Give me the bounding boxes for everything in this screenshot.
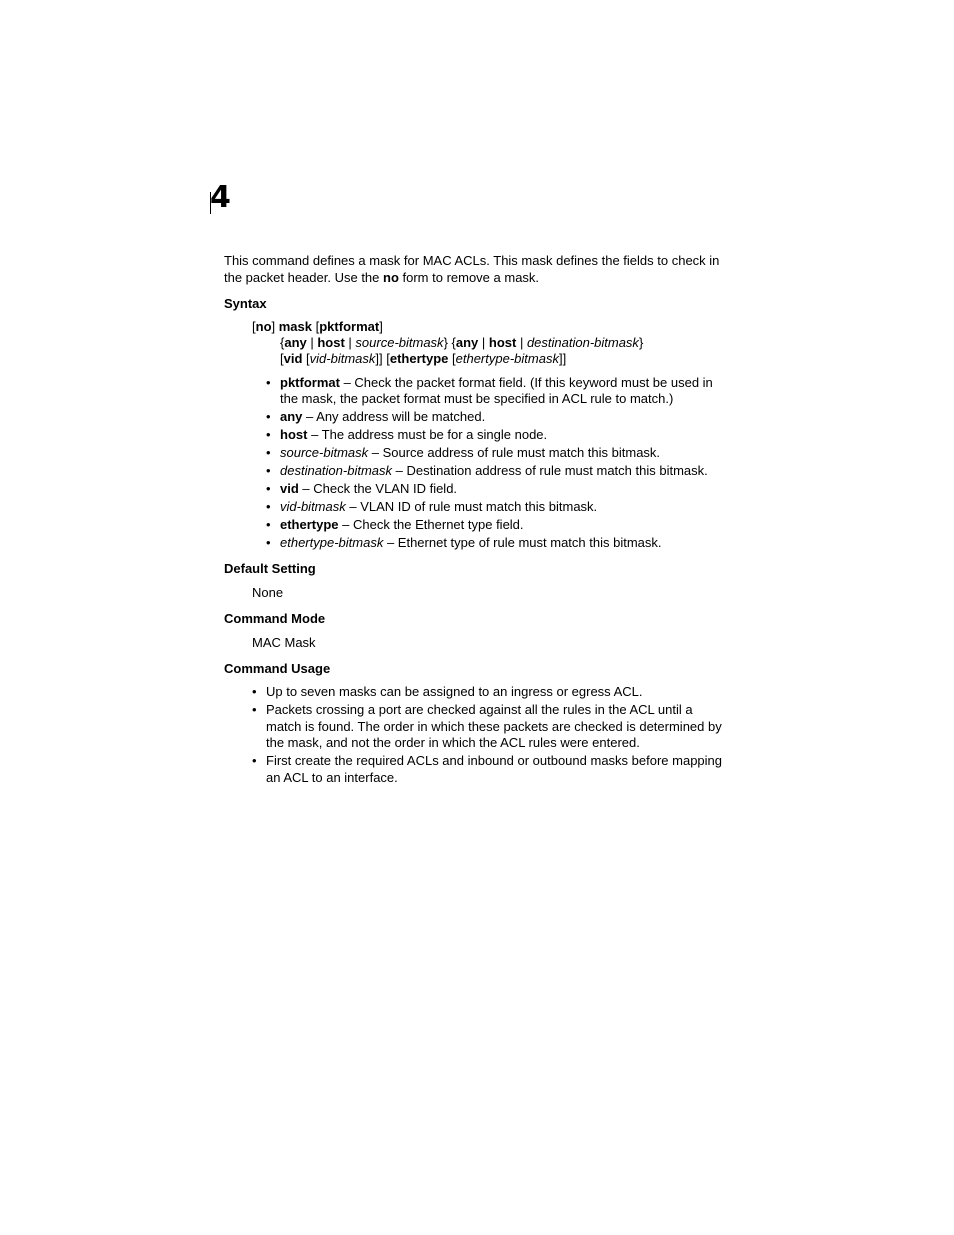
parameter-term: vid-bitmask: [280, 499, 346, 514]
parameter-item: [266, 481, 724, 497]
syntax-token: ]: [271, 319, 279, 334]
bullet-icon: •: [266, 517, 271, 532]
syntax-token: [: [252, 319, 256, 334]
syntax-token: |: [344, 335, 356, 350]
bullet-icon: •: [266, 535, 271, 550]
usage-item: [252, 702, 724, 752]
parameter-description: – VLAN ID of rule must match this bitmask.: [345, 499, 598, 514]
parameter-description: – Check the packet format field. (If this keyword must be used in the mask, the packet format must be specified in ACL rule to match.): [280, 375, 713, 406]
bullet-icon: •: [266, 481, 271, 496]
parameter-description: – Ethernet type of rule must match this bitmask.: [383, 535, 662, 550]
parameter-term: destination-bitmask: [280, 463, 392, 478]
parameter-term: host: [280, 427, 308, 442]
bullet-icon: •: [266, 463, 271, 478]
syntax-token: any: [455, 335, 479, 350]
syntax-token: host: [317, 335, 345, 350]
syntax-line-1: [252, 319, 724, 335]
parameter-item: [266, 427, 724, 443]
parameter-description: – Check the VLAN ID field.: [298, 481, 458, 496]
syntax-token: } {: [443, 335, 456, 350]
parameter-description: – Source address of rule must match this bitmask.: [368, 445, 661, 460]
parameter-description: – Check the Ethernet type field.: [338, 517, 524, 532]
parameter-term: pktformat: [280, 375, 340, 390]
syntax-token: destination-bitmask: [526, 335, 639, 350]
parameter-description: – Destination address of rule must match this bitmask.: [392, 463, 708, 478]
syntax-token: ethertype: [389, 351, 449, 366]
parameter-description: – Any address will be matched.: [302, 409, 486, 424]
bullet-icon: •: [252, 702, 257, 717]
parameter-item: [266, 375, 724, 407]
syntax-token: ]]: [558, 351, 567, 366]
syntax-token: vid-bitmask: [309, 351, 376, 366]
bullet-icon: •: [266, 445, 271, 460]
intro-paragraph: [224, 252, 724, 286]
syntax-block: [252, 319, 724, 367]
parameter-term: vid: [280, 481, 299, 496]
syntax-token: [: [312, 319, 320, 334]
intro-text-2: form to remove a mask.: [398, 270, 540, 285]
command-usage-heading: Command Usage: [224, 661, 331, 676]
parameter-term: ethertype-bitmask: [280, 535, 384, 550]
syntax-line-2: [252, 335, 724, 351]
command-mode-value: MAC Mask: [252, 635, 316, 650]
syntax-token: }: [638, 335, 644, 350]
usage-text: First create the required ACLs and inbound or outbound masks before mapping an ACL to an interface.: [266, 753, 722, 785]
syntax-token: source-bitmask: [355, 335, 444, 350]
syntax-token: |: [306, 335, 318, 350]
parameter-term: ethertype: [280, 517, 339, 532]
parameter-item: [266, 463, 724, 479]
usage-text: Up to seven masks can be assigned to an ingress or egress ACL.: [266, 684, 643, 699]
syntax-token: vid: [283, 351, 303, 366]
parameter-description: – The address must be for a single node.: [307, 427, 548, 442]
syntax-token: ]] [: [375, 351, 390, 366]
usage-item: [252, 753, 724, 786]
bullet-icon: •: [266, 427, 271, 442]
usage-text: Packets crossing a port are checked against all the rules in the ACL until a match is found. The order in which these packets are checked is determined by the mask, and not the order in which the ACL rules were entered.: [266, 702, 722, 750]
syntax-token: mask: [278, 319, 312, 334]
parameter-item: [266, 499, 724, 515]
bullet-icon: •: [266, 375, 271, 390]
syntax-token: |: [478, 335, 489, 350]
command-mode-heading: Command Mode: [224, 611, 326, 626]
parameter-list: [266, 375, 724, 551]
syntax-token: |: [516, 335, 527, 350]
parameter-item: [266, 445, 724, 461]
syntax-token: no: [255, 319, 272, 334]
intro-keyword: no: [383, 270, 399, 285]
parameter-term: any: [280, 409, 303, 424]
syntax-token: host: [488, 335, 517, 350]
bullet-icon: •: [266, 499, 271, 514]
syntax-token: any: [284, 335, 307, 350]
syntax-token: pktformat: [319, 319, 380, 334]
command-usage-list: [252, 684, 724, 786]
parameter-item: [266, 535, 724, 551]
syntax-line-3: [252, 351, 724, 367]
parameter-item: [266, 517, 724, 533]
syntax-token: [: [280, 351, 284, 366]
syntax-token: ]: [379, 319, 383, 334]
page-content: [224, 252, 724, 788]
parameter-item: [266, 409, 724, 425]
default-setting-heading: Default Setting: [224, 561, 316, 576]
syntax-token: [: [448, 351, 456, 366]
intro-text-1: This command defines a mask for MAC ACLs. This mask defines the fields to check in the packet header. Use the: [224, 253, 720, 285]
parameter-term: source-bitmask: [280, 445, 369, 460]
syntax-token: ethertype-bitmask: [455, 351, 559, 366]
chapter-marker: [210, 180, 240, 215]
syntax-token: {: [280, 335, 285, 350]
syntax-heading: Syntax: [224, 296, 267, 311]
chapter-number: 4: [210, 180, 231, 215]
syntax-token: [: [302, 351, 310, 366]
bullet-icon: •: [252, 753, 257, 768]
default-setting-value: None: [252, 585, 284, 600]
bullet-icon: •: [266, 409, 271, 424]
bullet-icon: •: [252, 684, 257, 699]
usage-item: [252, 684, 724, 701]
